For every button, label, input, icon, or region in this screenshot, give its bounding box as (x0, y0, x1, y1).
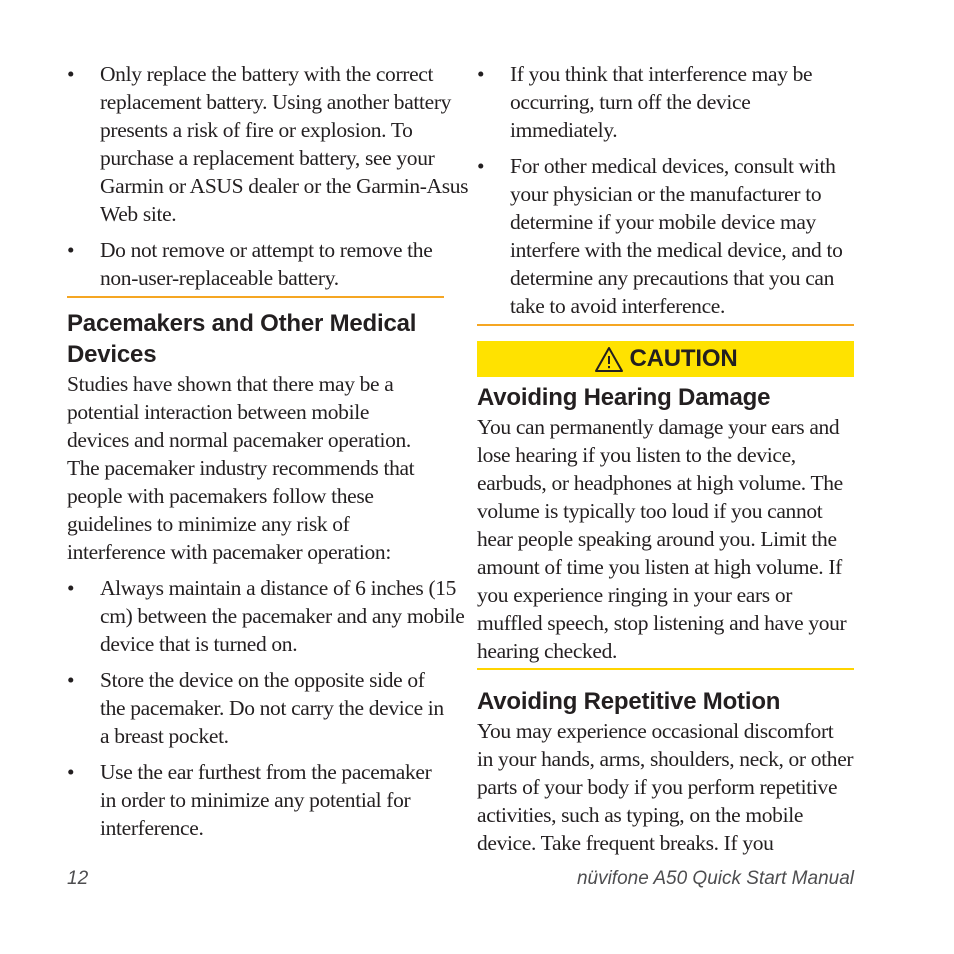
bullet-text: For other medical devices, consult with your physician or the manufacturer to determine if your mobile device may interfere with the medical device, and to determine any precautions that you can take to avoid interference. (510, 154, 843, 318)
right-column (477, 60, 854, 857)
bullet-text: Only replace the battery with the correct replacement battery. Using another battery presents a risk of fire or explosion. To purchase a replacement battery, see your Garmin or ASUS dealer or the Garmin-Asus Web site. (100, 62, 469, 226)
interference-bullet-list (477, 60, 854, 320)
left-column (67, 60, 469, 850)
manual-title: nüvifone A50 Quick Start Manual (576, 868, 854, 889)
section-heading-hearing: Avoiding Hearing Damage (477, 384, 771, 411)
list-item: • Always maintain a distance of 6 inches (15 cm) between the pacemaker and any mobile device that is turned on. (67, 576, 465, 656)
list-item: • Do not remove or attempt to remove the non-user-replaceable battery. (67, 238, 433, 290)
bullet-text: Store the device on the opposite side of the pacemaker. Do not carry the device in a breast pocket. (100, 668, 444, 748)
bullet-text: Do not remove or attempt to remove the non-user-replaceable battery. (100, 238, 433, 290)
pacemaker-bullet-list (67, 574, 465, 842)
list-item: • Store the device on the opposite side of the pacemaker. Do not carry the device in a breast pocket. (67, 668, 444, 748)
section-divider (477, 668, 854, 670)
pacemakers-paragraph: Studies have shown that there may be a potential interaction between mobile devices and normal pacemaker operation. The pacemaker industry recommends that people with pacemakers follow these guidelines to minimize any risk of interference with pacemaker operation: (67, 372, 415, 564)
repetitive-motion-paragraph: You may experience occasional discomfort in your hands, arms, shoulders, neck, or other parts of your body if you perform repetitive activities, such as typing, on the mobile device. Take frequent breaks. If you (477, 719, 854, 855)
bullet-text: If you think that interference may be occurring, turn off the device immediately. (510, 62, 813, 142)
page-number: 12 (67, 868, 89, 889)
warning-triangle-icon (594, 346, 624, 373)
section-heading-pacemakers: Pacemakers and Other Medical Devices (67, 310, 417, 368)
list-item: • If you think that interference may be occurring, turn off the device immediately. (477, 62, 813, 142)
section-heading-repetitive-motion: Avoiding Repetitive Motion (477, 688, 781, 715)
bullet-text: Always maintain a distance of 6 inches (15 cm) between the pacemaker and any mobile device that is turned on. (100, 576, 465, 656)
caution-banner (477, 341, 854, 377)
section-divider (67, 296, 444, 298)
list-item: • Use the ear furthest from the pacemaker in order to minimize any potential for interference. (67, 760, 432, 840)
section-divider (477, 324, 854, 326)
hearing-paragraph: You can permanently damage your ears and lose hearing if you listen to the device, earbuds, or headphones at high volume. The volume is typically too loud if you cannot hear people speaking around you. Limit the amount of time you listen at high volume. If you experience ringing in your ears or muffled speech, stop listening and have your hearing checked. (477, 415, 847, 663)
list-item: • For other medical devices, consult with your physician or the manufacturer to determine if your mobile device may interfere with the medical device, and to determine any precautions that you can take to avoid interference. (477, 154, 843, 318)
list-item: • Only replace the battery with the correct replacement battery. Using another battery presents a risk of fire or explosion. To purchase a replacement battery, see your Garmin or ASUS dealer or the Garmin-Asus Web site. (67, 62, 469, 226)
bullet-text: Use the ear furthest from the pacemaker in order to minimize any potential for interference. (100, 760, 432, 840)
battery-bullet-list (67, 60, 469, 292)
caution-label: CAUTION (629, 345, 738, 372)
